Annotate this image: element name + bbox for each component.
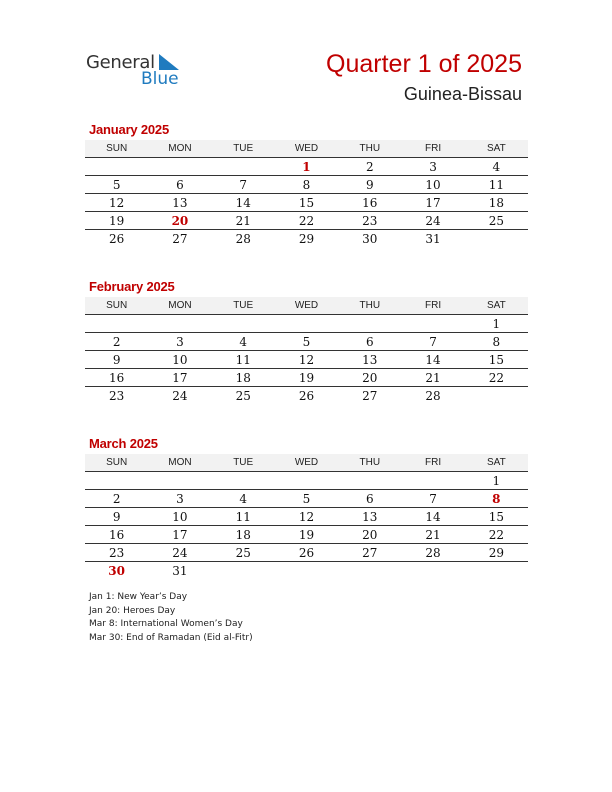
day-cell: 5 bbox=[302, 491, 311, 506]
day-cell: 16 bbox=[109, 527, 125, 542]
week-row bbox=[85, 472, 528, 490]
week-row bbox=[85, 230, 528, 247]
day-cell: 28 bbox=[425, 388, 441, 403]
week-row bbox=[85, 351, 528, 369]
day-cell: 22 bbox=[488, 527, 504, 542]
day-cell: 7 bbox=[429, 334, 437, 349]
weekday-label: TUE bbox=[233, 457, 254, 468]
day-cell: 20 bbox=[171, 213, 189, 228]
day-cell: 15 bbox=[488, 509, 504, 524]
weekday-header-row bbox=[85, 297, 528, 315]
day-cell: 10 bbox=[172, 352, 188, 367]
day-cell: 31 bbox=[425, 231, 441, 246]
day-cell: 24 bbox=[172, 388, 188, 403]
weekday-label: TUE bbox=[233, 143, 254, 154]
day-cell: 27 bbox=[172, 231, 188, 246]
day-cell: 21 bbox=[235, 213, 251, 228]
day-cell: 23 bbox=[109, 388, 125, 403]
day-cell: 6 bbox=[365, 491, 374, 506]
day-cell: 9 bbox=[365, 177, 374, 192]
day-cell: 17 bbox=[425, 195, 441, 210]
day-cell: 31 bbox=[172, 563, 188, 578]
weekday-label: FRI bbox=[424, 300, 442, 311]
weekday-label: TUE bbox=[233, 300, 254, 311]
day-cell: 18 bbox=[235, 370, 251, 385]
day-cell: 23 bbox=[109, 545, 125, 560]
day-cell: 15 bbox=[488, 352, 504, 367]
day-cell: 1 bbox=[492, 316, 501, 331]
weekday-label: THU bbox=[359, 143, 381, 154]
weekday-header-row bbox=[85, 454, 528, 472]
day-cell: 1 bbox=[492, 473, 501, 488]
day-cell: 11 bbox=[488, 177, 504, 192]
day-cell: 2 bbox=[365, 159, 374, 174]
day-cell: 22 bbox=[488, 370, 504, 385]
holiday-note: Jan 1: New Year’s Day bbox=[89, 592, 188, 602]
page-title: Quarter 1 of 2025 bbox=[326, 50, 522, 78]
day-cell: 18 bbox=[488, 195, 504, 210]
day-cell: 3 bbox=[429, 159, 437, 174]
day-cell: 30 bbox=[108, 563, 125, 578]
week-row bbox=[85, 369, 528, 387]
day-cell: 25 bbox=[235, 545, 251, 560]
week-row bbox=[85, 544, 528, 562]
weekday-label: WED bbox=[294, 457, 319, 468]
day-cell: 16 bbox=[362, 195, 378, 210]
day-cell: 8 bbox=[492, 334, 501, 349]
month-march bbox=[85, 436, 528, 579]
day-cell: 12 bbox=[298, 352, 315, 367]
month-title: January 2025 bbox=[89, 122, 169, 137]
day-cell: 30 bbox=[362, 231, 378, 246]
day-cell: 17 bbox=[172, 370, 188, 385]
day-cell: 12 bbox=[298, 509, 315, 524]
month-title: March 2025 bbox=[89, 436, 158, 451]
day-cell: 22 bbox=[298, 213, 315, 228]
logo-triangle-icon bbox=[159, 54, 179, 70]
day-cell: 26 bbox=[298, 388, 315, 403]
week-row bbox=[85, 526, 528, 544]
week-row bbox=[85, 176, 528, 194]
week-row bbox=[85, 490, 528, 508]
day-cell: 20 bbox=[362, 527, 378, 542]
day-cell: 24 bbox=[172, 545, 188, 560]
day-cell: 3 bbox=[176, 491, 184, 506]
day-cell: 13 bbox=[362, 509, 378, 524]
logo-blue-text: Blue bbox=[141, 69, 179, 89]
week-row bbox=[85, 315, 528, 333]
weekday-label: THU bbox=[359, 457, 381, 468]
day-cell: 25 bbox=[488, 213, 504, 228]
week-row bbox=[85, 562, 528, 579]
weekday-label: WED bbox=[294, 143, 319, 154]
day-cell: 12 bbox=[109, 195, 125, 210]
week-row bbox=[85, 387, 528, 404]
weekday-label: SUN bbox=[106, 300, 128, 311]
holiday-notes bbox=[89, 591, 253, 645]
day-cell: 20 bbox=[362, 370, 378, 385]
weekday-label: MON bbox=[168, 300, 192, 311]
day-cell: 26 bbox=[298, 545, 315, 560]
day-cell: 24 bbox=[425, 213, 441, 228]
day-cell: 6 bbox=[365, 334, 374, 349]
logo bbox=[86, 52, 196, 92]
weekday-label: MON bbox=[168, 457, 192, 468]
country-name: Guinea-Bissau bbox=[403, 84, 522, 104]
day-cell: 4 bbox=[492, 159, 501, 174]
week-row bbox=[85, 158, 528, 176]
holiday-note: Mar 30: End of Ramadan (Eid al-Fitr) bbox=[89, 632, 253, 643]
day-cell: 5 bbox=[112, 177, 121, 192]
week-row bbox=[85, 194, 528, 212]
day-cell: 21 bbox=[425, 370, 441, 385]
day-cell: 7 bbox=[429, 491, 437, 506]
week-row bbox=[85, 333, 528, 351]
day-cell: 14 bbox=[235, 195, 251, 210]
month-title: February 2025 bbox=[89, 279, 175, 294]
day-cell: 10 bbox=[425, 177, 441, 192]
day-cell: 19 bbox=[298, 527, 315, 542]
day-cell: 17 bbox=[172, 527, 188, 542]
month-january bbox=[85, 122, 528, 247]
weekday-label: FRI bbox=[424, 143, 442, 154]
weekday-label: SAT bbox=[486, 457, 506, 468]
day-cell: 15 bbox=[298, 195, 315, 210]
day-cell: 2 bbox=[112, 491, 121, 506]
week-row bbox=[85, 508, 528, 526]
day-cell: 13 bbox=[172, 195, 188, 210]
day-cell: 26 bbox=[109, 231, 125, 246]
month-february bbox=[85, 279, 528, 404]
day-cell: 4 bbox=[239, 491, 248, 506]
weekday-label: SAT bbox=[486, 300, 506, 311]
day-cell: 23 bbox=[362, 213, 378, 228]
weekday-label: SUN bbox=[106, 143, 128, 154]
day-cell: 14 bbox=[425, 352, 441, 367]
day-cell: 11 bbox=[235, 509, 251, 524]
weekday-header-row bbox=[85, 140, 528, 158]
day-cell: 8 bbox=[492, 491, 501, 506]
weekday-label: WED bbox=[294, 300, 319, 311]
day-cell: 28 bbox=[425, 545, 441, 560]
weekday-label: SUN bbox=[106, 457, 128, 468]
day-cell: 10 bbox=[172, 509, 188, 524]
logo-general-text: General bbox=[86, 52, 155, 73]
day-cell: 7 bbox=[239, 177, 248, 192]
day-cell: 4 bbox=[239, 334, 248, 349]
week-row bbox=[85, 212, 528, 230]
day-cell: 25 bbox=[235, 388, 251, 403]
holiday-note: Jan 20: Heroes Day bbox=[89, 605, 176, 616]
day-cell: 29 bbox=[488, 545, 504, 560]
day-cell: 19 bbox=[298, 370, 315, 385]
weekday-label: THU bbox=[359, 300, 381, 311]
weekday-label: MON bbox=[168, 143, 192, 154]
holiday-note: Mar 8: International Women’s Day bbox=[89, 619, 243, 629]
day-cell: 9 bbox=[112, 509, 121, 524]
day-cell: 18 bbox=[235, 527, 251, 542]
day-cell: 27 bbox=[362, 388, 378, 403]
day-cell: 14 bbox=[425, 509, 441, 524]
day-cell: 8 bbox=[302, 177, 311, 192]
day-cell: 13 bbox=[362, 352, 378, 367]
day-cell: 11 bbox=[235, 352, 251, 367]
day-cell: 2 bbox=[112, 334, 121, 349]
weekday-label: FRI bbox=[424, 457, 442, 468]
day-cell: 19 bbox=[109, 213, 125, 228]
day-cell: 3 bbox=[176, 334, 184, 349]
day-cell: 29 bbox=[298, 231, 315, 246]
day-cell: 6 bbox=[176, 177, 184, 192]
weekday-label: SAT bbox=[486, 143, 506, 154]
day-cell: 27 bbox=[362, 545, 378, 560]
day-cell: 21 bbox=[425, 527, 441, 542]
day-cell: 16 bbox=[109, 370, 125, 385]
day-cell: 5 bbox=[302, 334, 311, 349]
day-cell: 1 bbox=[302, 159, 311, 174]
day-cell: 28 bbox=[235, 231, 251, 246]
day-cell: 9 bbox=[112, 352, 121, 367]
